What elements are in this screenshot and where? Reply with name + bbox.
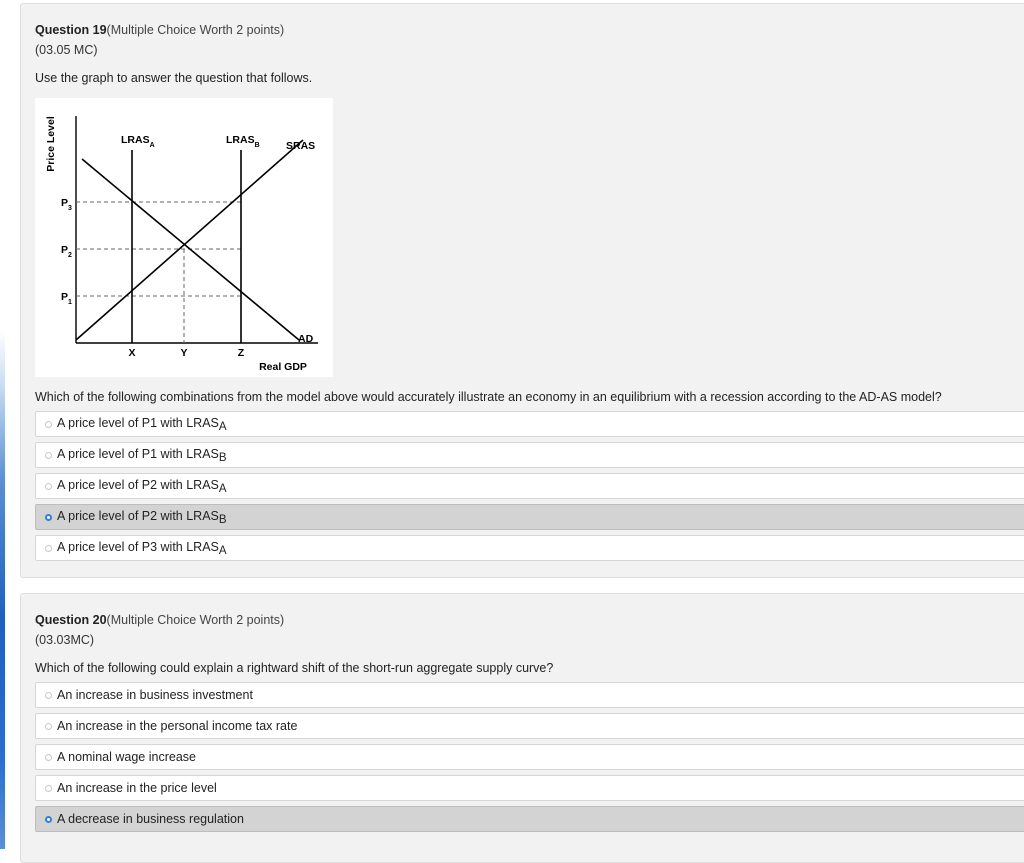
answer-option-selected[interactable] [35,504,1024,530]
question-code: (03.03MC) [35,633,95,647]
question-header [35,23,284,37]
ad-as-graph [35,98,333,377]
x-axis-label: Real GDP [259,361,307,373]
lras-b-label: $LRAS_B$ [226,134,260,149]
sras-label: SRAS [286,140,316,152]
p1-label: $P_1$ [61,291,72,306]
y-axis-label: Price Level [45,116,57,172]
answer-option[interactable] [35,713,1024,739]
radio-button[interactable] [45,483,52,490]
radio-button[interactable] [45,785,52,792]
radio-button[interactable] [45,421,52,428]
option-label: An increase in business investment [57,688,253,702]
option-label: A price level of P2 with LRASB [57,508,227,526]
question-meta: (Multiple Choice Worth 2 points) [106,23,285,37]
question-code: (03.05 MC) [35,43,98,57]
question-prompt: Which of the following could explain a rightward shift of the short-run aggregate supply curve? [35,661,554,675]
answer-option[interactable] [35,535,1024,561]
question-meta: (Multiple Choice Worth 2 points) [106,613,285,627]
x-tick-label: X [128,347,136,359]
answer-option[interactable] [35,411,1024,437]
radio-button-selected[interactable] [45,514,52,521]
radio-button[interactable] [45,692,52,699]
z-tick-label: Z [237,347,245,359]
question-19-card [20,3,1024,578]
radio-button[interactable] [45,545,52,552]
question-instruction: Use the graph to answer the question that follows. [35,71,313,85]
ad-label: AD [298,333,314,345]
sras-line [76,140,303,340]
radio-button[interactable] [45,723,52,730]
option-label: An increase in the personal income tax rate [57,719,298,733]
option-label: A price level of P3 with LRASA [57,539,227,557]
option-label: An increase in the price level [57,781,217,795]
p2-label: $P_2$ [61,244,72,259]
radio-button[interactable] [45,754,52,761]
answer-option[interactable] [35,473,1024,499]
answer-option-selected[interactable] [35,806,1024,832]
question-number: Question 20 [35,613,107,627]
left-edge-decoration [0,0,5,849]
question-number: Question 19 [35,23,107,37]
answer-option[interactable] [35,775,1024,801]
option-label: A price level of P1 with LRASB [57,446,227,464]
answer-option[interactable] [35,744,1024,770]
option-label: A decrease in business regulation [57,812,244,826]
question-prompt: Which of the following combinations from the model above would accurately illustrate an economy in an equilibrium with a recession according to the AD-AS model? [35,390,942,404]
answer-option[interactable] [35,442,1024,468]
radio-button-selected[interactable] [45,816,52,823]
option-label: A nominal wage increase [57,750,196,764]
answer-option[interactable] [35,682,1024,708]
y-tick-label: Y [180,347,188,359]
p3-label: $P_3$ [61,197,72,212]
question-20-card [20,593,1024,863]
option-label: A price level of P1 with LRASA [57,415,227,433]
radio-button[interactable] [45,452,52,459]
option-label: A price level of P2 with LRASA [57,477,227,495]
question-header [35,613,284,627]
lras-a-label: $LRAS_A$ [121,134,155,149]
